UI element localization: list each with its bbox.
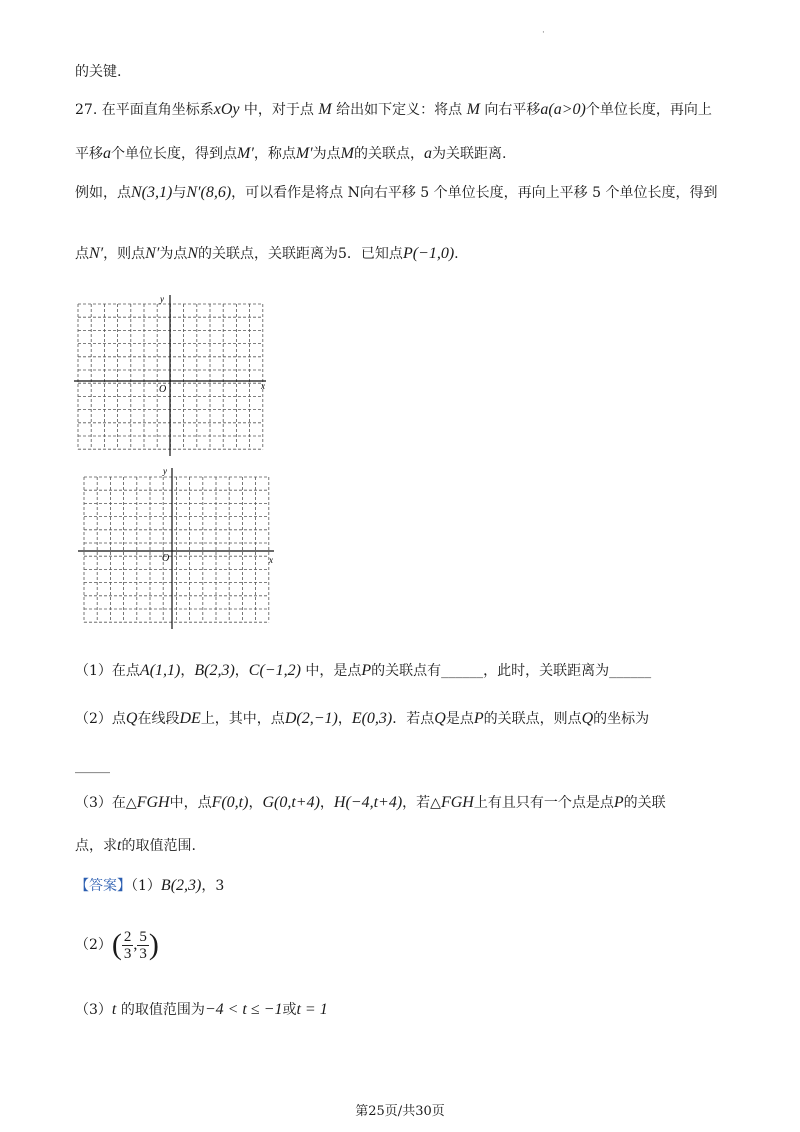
math-m: M	[466, 101, 480, 118]
coordinate-grid-1	[70, 292, 280, 457]
q27-text: 个单位长度，再向上	[585, 102, 712, 118]
part-text: ，若△	[402, 795, 441, 811]
y-axis-label: y	[163, 466, 167, 476]
math-m: M	[340, 145, 354, 162]
math-t: t	[117, 837, 122, 854]
answer-text: 或	[282, 1002, 297, 1018]
part-2-answer-blank: _____	[75, 758, 110, 774]
q27-text: 为点	[159, 246, 188, 262]
math-fgh: FGH	[136, 794, 170, 811]
q27-text: 点	[75, 246, 89, 262]
answer-text: ，3	[201, 878, 225, 894]
q27-line-2	[75, 144, 506, 164]
fraction-2-3	[122, 929, 134, 962]
part-text: 的取值范围.	[121, 838, 196, 854]
q27-text: 中，对于点	[239, 102, 319, 118]
separator: ，	[248, 795, 263, 811]
denominator: 3	[123, 945, 132, 962]
answer-label: （2）	[75, 937, 112, 953]
math-point-p: P(−1,0)	[402, 245, 455, 262]
part-text: （1）在点	[75, 663, 140, 679]
math-point-n: N(3,1)	[131, 184, 173, 201]
math-p: P	[473, 710, 484, 727]
part-text: 中，是点	[300, 663, 362, 679]
x-axis-label: x	[261, 381, 265, 391]
coordinate-grid-2	[74, 465, 284, 630]
part-text: 的坐标为	[593, 711, 650, 727]
q27-text: .	[454, 246, 459, 262]
math-a-condition: a(a>0)	[540, 101, 586, 118]
math-point-d: D(2,−1)	[284, 710, 338, 727]
part-3-line-1	[75, 793, 666, 813]
math-q: Q	[434, 710, 446, 727]
y-axis-label: y	[160, 294, 164, 304]
left-paren: (	[111, 928, 122, 961]
part-text: 是点	[445, 711, 474, 727]
q27-text: 为关联距离.	[431, 146, 507, 162]
math-point-g: G(0,t+4)	[262, 794, 320, 811]
math-a: a	[423, 145, 432, 162]
denominator: 3	[139, 945, 147, 962]
answer-tag: 【答案】	[75, 878, 131, 894]
answer-text: 的取值范围为	[116, 1002, 205, 1018]
q27-text: 向右平移	[479, 102, 541, 118]
q27-text: 给出如下定义：将点	[331, 102, 467, 118]
part-3-line-2	[75, 836, 196, 856]
fraction-5-3	[137, 929, 149, 962]
math-point-e: E(0,3)	[351, 710, 393, 727]
part-text: ．若点	[392, 711, 435, 727]
part-text: 点，求	[75, 838, 117, 854]
math-m: M	[318, 101, 332, 118]
math-point-f: F(0,t)	[211, 794, 249, 811]
page-footer: 第25页/共30页	[355, 1104, 445, 1119]
q27-text: 为点	[312, 146, 341, 162]
part-text: 的关联点，则点	[483, 711, 582, 727]
math-point-c: C(−1,2)	[248, 662, 301, 679]
q27-text: 的关联点，	[353, 146, 424, 162]
math-p: P	[361, 662, 372, 679]
math-point-h: H(−4,t+4)	[333, 794, 403, 811]
answer-line-3	[75, 1000, 328, 1020]
x-axis-label: x	[269, 555, 273, 565]
math-n-prime: N′	[89, 245, 104, 262]
math-n-prime: N′	[145, 245, 160, 262]
answer-line-1	[75, 876, 224, 896]
top-dot-mark: ·	[542, 28, 545, 38]
separator: ,	[133, 936, 138, 953]
math-inequality: −4 < t ≤ −1	[204, 1001, 283, 1018]
math-a: a	[103, 145, 111, 162]
math-point-b: B(2,3)	[194, 662, 235, 679]
math-xoy: xOy	[213, 101, 240, 118]
q27-line-1	[75, 100, 712, 120]
math-p: P	[613, 794, 624, 811]
separator: ，	[337, 711, 352, 727]
math-point-b: B(2,3)	[160, 877, 202, 894]
part-text: （3）在△	[75, 795, 137, 811]
answer-label: （1）	[131, 878, 161, 894]
q27-text: ，称点	[253, 146, 296, 162]
separator: ，	[234, 663, 249, 679]
math-m-prime: M′	[237, 145, 254, 162]
origin-label: O	[159, 384, 167, 395]
continued-text: 的关键.	[75, 64, 122, 80]
part-text: 上有且只有一个点是点	[473, 795, 614, 811]
q27-text: ，可以看作是将点 N向右平移 5 个单位长度，再向上平移 5 个单位长度，得到	[231, 185, 718, 201]
part-text: 中，点	[169, 795, 212, 811]
q27-text: 平移	[75, 146, 103, 162]
part-1	[75, 661, 651, 681]
math-q: Q	[581, 710, 594, 727]
numerator: 2	[123, 928, 132, 945]
right-paren: )	[148, 928, 159, 961]
q27-line-3	[75, 183, 717, 203]
math-fgh: FGH	[440, 794, 474, 811]
part-text: 的关联	[623, 795, 666, 811]
q27-text: 个单位长度，得到点	[111, 146, 237, 162]
part-text: 的关联点有______，此时，关联距离为______	[371, 663, 652, 679]
q27-text: 与	[172, 185, 187, 201]
answer-label: （3）	[75, 1002, 112, 1018]
part-text: 上，其中，点	[200, 711, 285, 727]
math-de: DE	[179, 710, 201, 727]
q27-text: 27. 在平面直角坐标系	[75, 102, 214, 118]
part-text: （2）点	[75, 711, 126, 727]
math-point-n-prime: N′(8,6)	[186, 184, 232, 201]
math-t: t	[111, 1001, 117, 1018]
part-2	[75, 709, 649, 729]
separator: ，	[180, 663, 195, 679]
numerator: 5	[139, 928, 147, 945]
separator: ，	[319, 795, 334, 811]
q27-line-4	[75, 244, 459, 264]
q27-text: 的关联点，关联距离为5．已知点	[198, 246, 403, 262]
math-n: N	[187, 245, 199, 262]
part-text: 在线段	[137, 711, 180, 727]
q27-text: 例如，点	[75, 185, 131, 201]
origin-label: O	[162, 553, 170, 564]
math-q: Q	[125, 710, 138, 727]
answer-line-2	[75, 925, 159, 965]
math-equation: t = 1	[296, 1001, 328, 1018]
q27-text: ，则点	[103, 246, 146, 262]
math-m-prime: M′	[295, 145, 313, 162]
math-point-a: A(1,1)	[139, 662, 181, 679]
